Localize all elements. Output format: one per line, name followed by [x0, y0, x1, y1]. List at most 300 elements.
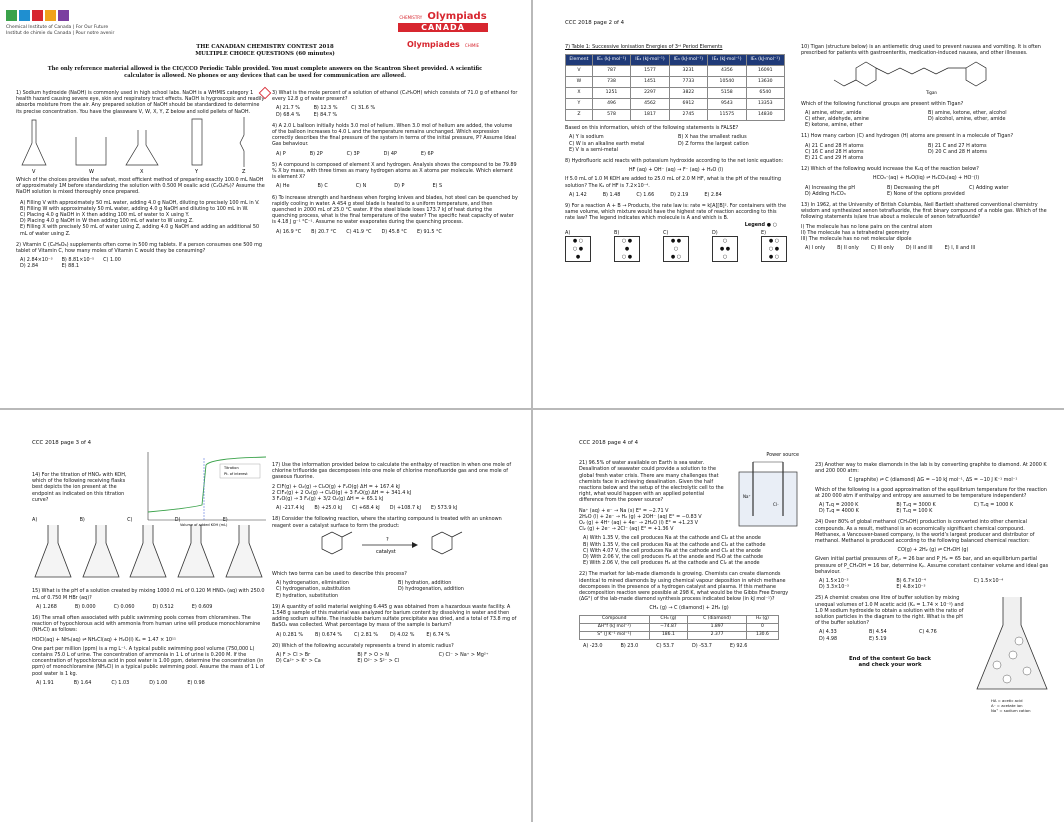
q22-option-c[interactable]: C) 53.7: [656, 642, 674, 649]
q6-text: 6) To increase strength and hardness when forging knives and blades, hot steel can be quenched by rapidly cooling in water. A 454 g steel blade is heated to a uniform temperature, and then quenched in 2000 mL of 25.0 °C water. If the steel blade loses 173.7 kJ of heat during the quenching process, what is the final temperature of the water? The specific heat capacity of water is 4.18 J g⁻¹ °C⁻¹. Assume no water evaporates during the quenching process.: [272, 194, 518, 226]
ion-value-cell: 16091: [746, 66, 784, 77]
thermo-r1-3: 0: [746, 623, 778, 631]
ion-value-cell: 10540: [708, 77, 746, 88]
question-9: [565, 203, 787, 262]
thermo-h-0: Compound: [580, 615, 650, 623]
q1-option-a[interactable]: A) Filling V with approximately 50 mL water, adding 4.0 g NaOH, diluting to precisely 100 mL in V.: [20, 199, 260, 206]
q19-option-e[interactable]: E) 6.74 %: [426, 631, 450, 638]
q14-d-label: D): [174, 517, 181, 524]
ion-th-5: IE₅ (kJ·mol⁻¹): [746, 55, 784, 66]
q19-option-d[interactable]: D) 4.02 %: [390, 631, 415, 638]
logo-olympiades: Olympiades: [406, 40, 460, 49]
q9-option-a[interactable]: [565, 230, 591, 262]
q2-option-b[interactable]: B) 8.81×10⁻⁵: [61, 257, 95, 264]
q11-option-a[interactable]: A) 21 C and 28 H atoms: [805, 142, 864, 149]
q24-option-c[interactable]: C) 1.5×10⁻⁴: [973, 578, 1004, 585]
q13-text: 13) In 1962, at the University of British Columbia, Neil Bartlett shattered conventional chemistry wisdom and synthesized xenon tetrafluoride, the first binary compound of a noble gas. Which of the following statements is/are true about a molecule of xenon tetrafluoride?: [801, 202, 1047, 221]
q17-eq2: 2 ClF₃(g) + 2 O₂(g) → Cl₂O(g) + 3 F₂O(g) ΔH = + 341.4 kJ: [272, 489, 412, 496]
glass-label-y: Y: [195, 168, 199, 175]
q6-option-d[interactable]: D) 45.8 °C: [381, 228, 407, 235]
q24-option-a[interactable]: A) 1.5×10⁻³: [819, 578, 849, 585]
q20-option-a[interactable]: A) F > Cl > Br: [276, 652, 311, 659]
q9-b-label: B): [614, 229, 620, 236]
ion-element-cell: W: [566, 77, 593, 88]
q16-equation: HOCl(aq) + NH₃(aq) ⇌ NH₂Cl(aq) + H₂O(l) Kₑ = 1.47 × 10¹¹: [32, 636, 176, 643]
q8-option-b[interactable]: B) 1.48: [602, 191, 621, 198]
q23-option-a[interactable]: A) Tₑq = 2000 K: [819, 502, 859, 509]
end-line-2: and check your work: [858, 662, 922, 669]
thermo-r1-1: −74.87: [649, 623, 688, 631]
q21-option-b[interactable]: B) With 1.35 V, the cell produces Na at the cathode and Cl₂ at the cathode: [583, 541, 766, 548]
flask-b-icon: [80, 523, 122, 581]
q1-stem: Which of the choices provides the safest, most efficient method of preparing exactly 100.0 mL NaOH of approximately 1M before standardizing the solution with 0.500 M oxalic acid (C₂O₄H₂)? Assume the NaOH solution is mixed thoroughly once prepared.: [16, 177, 265, 196]
q12-option-b[interactable]: B) Decreasing the pH: [887, 184, 940, 191]
contest-instructions: The only reference material allowed is the CIC/CCO Periodic Table provided. You must complete answers on the Scantron Sheet provided. A scientific calculator is allowed. No phones or any devices that can be used for communication are allowed.: [47, 66, 483, 79]
running-head-4: CCC 2018 page 4 of 4: [579, 440, 639, 446]
q8-option-d[interactable]: D) 2.19: [670, 191, 689, 198]
q2-option-d[interactable]: D) 2.84: [20, 263, 39, 270]
question-2: [16, 242, 266, 270]
ion-th-0: Element: [566, 55, 593, 66]
ion-value-cell: 738: [592, 77, 630, 88]
q10-option-b[interactable]: B) amine, ketone, ether, alcohol: [928, 109, 1007, 116]
olympiads-logo: [398, 4, 488, 51]
q21-option-a[interactable]: A) With 1.35 V, the cell produces Na at the cathode and Cl₂ at the anode: [583, 535, 761, 542]
q10-stem: Which of the following functional groups are present within Tigan?: [801, 100, 964, 107]
q10-option-d[interactable]: D) alcohol, amine, ether, amide: [928, 116, 1006, 123]
q2-option-c[interactable]: C) 1.00: [103, 257, 121, 264]
ion-value-cell: 6912: [669, 99, 707, 110]
tigan-label: Tigan: [926, 90, 937, 96]
question-14: [32, 466, 272, 583]
q12-equation: HCO₃⁻(aq) + H₂O(liq) ⇌ H₂CO₃(aq) + HO⁻(l): [872, 175, 980, 182]
q9-option-c[interactable]: [663, 230, 689, 262]
legend-a-icon: ●: [766, 221, 772, 228]
q18-option-b[interactable]: B) hydration, addition: [398, 580, 452, 587]
ion-value-cell: 4562: [631, 99, 669, 110]
q23-option-b[interactable]: B) Tₑq = 3000 K: [896, 502, 936, 509]
q23-equation: C (graphite) ⇌ C (diamond) ΔG = −10 kJ mol⁻¹, ΔS = −10 J K⁻¹ mol⁻¹: [848, 477, 1018, 484]
q3-option-b[interactable]: B) 12.3 %: [313, 105, 338, 112]
ion-value-cell: 496: [592, 99, 630, 110]
q19-text: 19) A quantity of solid material weighing 6.445 g was obtained from a hazardous waste facility. A 1.548 g sample of this material was analyzed for barium content by dissolving in water and then adding sodium sulfate. The insoluble barium sulfate precipitate was dried, and a total of 73.8 mg of BaSO₄ was collected. What percentage by mass of the sample is barium?: [272, 603, 517, 629]
q18-stem: Which two terms can be used to describe this process?: [272, 571, 407, 578]
thermo-h-2: C (diamond): [688, 615, 747, 623]
q10-option-e[interactable]: E) ketone, amine, ether: [805, 122, 863, 129]
cic-text-1: Chemical Institute of Canada | For Our Future: [6, 25, 109, 30]
q11-option-e[interactable]: E) 21 C and 29 H atoms: [805, 155, 864, 162]
q1-text: 1) Sodium hydroxide (NaOH) is commonly used in high school labs. NaOH is a WHMIS category 1 health hazard causing severe eye, skin and respiratory tract effects. NaOH is hygroscopic and readily absorbs moisture from the air. Any prepared solution of NaOH should be standardized to determine its precise concentration. You have the glassware V, W, X, Y, Z below and solid pellets of NaOH.: [16, 90, 265, 115]
question-11: [801, 133, 1051, 161]
q8-option-c[interactable]: C) 1.66: [636, 191, 655, 198]
ion-value-cell: 4356: [708, 66, 746, 77]
question-24: [815, 519, 1051, 590]
cic-logo-icon: [6, 10, 70, 21]
q13-option-a[interactable]: A) I only: [805, 245, 826, 252]
q7-option-a[interactable]: A) Y is sodium: [569, 134, 604, 141]
q25-option-a[interactable]: A) 4.33: [819, 629, 837, 636]
q2-option-a[interactable]: A) 2.84×10⁻³: [20, 257, 53, 264]
q1-option-e[interactable]: E) Filling X with precisely 50 mL of water using Z, adding 4.0 g NaOH and adding an additional 50 mL of water using Z.: [20, 224, 260, 237]
q18-option-a[interactable]: A) hydrogenation, elimination: [276, 580, 349, 587]
buffer-legend: [991, 699, 1031, 713]
question-17: [272, 462, 520, 511]
q12-option-a[interactable]: A) Increasing the pH: [805, 184, 855, 191]
q3-option-c[interactable]: C) 31.6 %: [351, 105, 376, 112]
q10-option-c[interactable]: C) ether, aldehyde, amine: [805, 116, 869, 123]
ion-table-row: [566, 88, 785, 99]
q10-text: 10) Tigan (structure below) is an antiemetic drug used to prevent nausea and vomiting. It is often prescribed for patients with gastroenteritis, medication-induced nausea, and other illnesses.: [801, 44, 1041, 57]
q24-option-e[interactable]: E) 4.8×10⁻³: [896, 584, 926, 591]
ion-table-row: [566, 99, 785, 110]
q15-option-e[interactable]: E) 0.609: [191, 603, 213, 610]
question-19: [272, 604, 520, 638]
q9-c-box: ● ● ○ ● ○: [663, 236, 689, 262]
q12-option-d[interactable]: D) Adding H₂CO₃: [805, 190, 846, 197]
question-4: [272, 123, 518, 157]
question-25: [815, 595, 1051, 713]
q21-text: 21) 96.5% of water available on Earth is sea water. Desalination of seawater could provide a solution to the global fresh water crisis. There are many challenges that chemists face in achieving desalination. Given the half reactions below and the setup of the electrolytic cell to the right, what would happen with an applied potential difference from the power source?: [579, 460, 724, 504]
q17-eq3: 3 F₂O(g) → 3 F₂(g) + 3/2 O₂(g) ΔH = + 65.1 kJ: [272, 496, 384, 503]
q8-option-e[interactable]: E) 2.84: [704, 191, 722, 198]
ion-value-cell: 2745: [669, 110, 707, 121]
q20-option-e[interactable]: E) O²⁻ > S²⁻ > Cl: [357, 658, 400, 665]
glass-label-x: X: [140, 168, 144, 175]
q18-option-d[interactable]: D) hydrogenation, addition: [398, 586, 464, 593]
running-head-2: CCC 2018 page 2 of 4: [565, 20, 625, 26]
q4-option-a[interactable]: A) P: [276, 150, 286, 157]
q9-a-label: A): [565, 229, 571, 236]
q14-option-b[interactable]: [80, 517, 128, 583]
ion-value-cell: 2297: [631, 88, 669, 99]
q15-option-a[interactable]: A) 1.268: [36, 603, 57, 610]
end-line-1: End of the contest Go back: [848, 655, 932, 662]
titration-curve-icon: [140, 450, 270, 528]
q9-option-d[interactable]: [712, 230, 738, 262]
thermo-r2-2: 2.377: [688, 631, 747, 639]
thermo-r2-3: 130.6: [746, 631, 778, 639]
q1-option-c[interactable]: C) Placing 4.0 g NaOH in X then adding 100 mL of water to X using Y.: [20, 212, 190, 219]
q14-e-label: E): [222, 517, 228, 524]
q17-option-d[interactable]: D) +108.7 kJ: [389, 505, 421, 512]
q5-option-d[interactable]: D) P: [394, 183, 405, 190]
ion-value-cell: 1251: [592, 88, 630, 99]
q25-text: 25) A chemist creates one litre of buffer solution by mixing unequal volumes of 1.0 M acetic acid (Kₐ = 1.74 × 10⁻⁵) and 1.0 M sodium hydroxide to obtain a solution with the ratio of solution particles in the diagram to the right. What is the pH of the buffer solution?: [815, 595, 964, 627]
q8-text: 8) Hydrofluoric acid reacts with potassium hydroxide according to the net ionic equation:: [565, 158, 784, 165]
q24-stem: Given initial partial pressures of P꜀ₒ = 26 bar and P_H₂ = 65 bar, and an equilibrium partial pressure of P_CH₃OH = 16 bar, determine Kₚ. Assume constant container volume and ideal gas behaviour.: [815, 556, 1049, 575]
q7-option-c[interactable]: C) W is an alkaline earth metal: [569, 140, 645, 147]
q24-equation: CO(g) + 2H₂ (g) ⇌ CH₃OH (g): [897, 547, 969, 554]
reagent-label: ?: [386, 536, 389, 543]
q24-option-b[interactable]: B) 6.7×10⁻⁴: [896, 578, 926, 585]
q16-option-b[interactable]: B) 1.64: [73, 679, 92, 686]
q15-text: 15) What is the pH of a solution created by mixing 1000.0 mL of 0.120 M HNO₃ (aq) with 250.0 mL of 0.750 M HBr (aq)?: [32, 588, 265, 601]
q20-option-c[interactable]: C) Cl⁻ > Na⁺ > Mg²⁺: [438, 652, 489, 659]
q12-text: 12) Which of the following would increase the Kₑq of the reaction below?: [801, 166, 979, 173]
q9-e-box: ● ○ ○ ● ● ○: [761, 236, 787, 262]
q16-option-a[interactable]: A) 1.91: [36, 679, 54, 686]
q18-option-e[interactable]: E) hydration, substitution: [276, 592, 339, 599]
q13-statement-3: III) The molecule has no net molecular dipole: [801, 236, 912, 243]
question-21: [579, 460, 799, 566]
ion-value-cell: 1817: [631, 110, 669, 121]
q7-option-e[interactable]: E) V is a semi-metal: [569, 146, 618, 153]
hazard-icon: [258, 86, 272, 100]
question-20: [272, 643, 520, 665]
flask-c-icon: [127, 523, 169, 581]
q5-option-a[interactable]: A) He: [276, 183, 290, 190]
q23-option-d[interactable]: D) Tₑq = 4000 K: [819, 508, 859, 515]
buffer-legend-1: HA = acetic acid: [991, 698, 1023, 704]
q19-option-b[interactable]: B) 0.674 %: [315, 631, 343, 638]
q24-text: 24) Over 80% of global methanol (CH₃OH) production is converted into other chemical compounds. As a result, methanol is an economically significant chemical compound. Methanex, a Vancouver-based company, is the world’s largest producer and distributor of methanol. Methanol is produced according to the following balanced chemical reaction:: [815, 519, 1035, 545]
q20-option-b[interactable]: B) F > O > N: [357, 652, 389, 659]
q7-text: 7) Table 1: Successive Ionisation Energies of 3ʳᵈ Period Elements: [565, 44, 723, 50]
svg-text:Na⁺: Na⁺: [743, 494, 751, 500]
q16-option-d[interactable]: D) 1.00: [149, 679, 168, 686]
graph-legend-2: Pt. of interest: [224, 472, 248, 476]
q24-option-d[interactable]: D) 3.3×10⁻³: [819, 584, 849, 591]
thermo-r2-1: 186.1: [649, 631, 688, 639]
question-8: [565, 158, 787, 198]
flask-e-icon: [223, 523, 265, 581]
power-source-label: Power source: [766, 452, 799, 458]
logo-olympiads: Olympiads: [427, 11, 487, 22]
question-12: [801, 166, 1051, 197]
q21-option-c[interactable]: C) With 4.07 V, the cell produces Na at the cathode and Cl₂ at the anode: [583, 547, 761, 554]
q22-option-b[interactable]: B) 23.0: [620, 642, 639, 649]
q22-option-a[interactable]: A) -23.0: [583, 642, 603, 649]
q4-option-b[interactable]: B) 2P: [309, 150, 323, 157]
q4-option-e[interactable]: E) 6P: [420, 150, 434, 157]
q4-text: 4) A 2.0 L balloon initially holds 3.0 mol of helium. When 3.0 mol of helium are added, the volume of the balloon increases to 4.0 L and the temperature remains unchanged. Which expression correctly describes the final pressure of the system in terms of the initial pressure, P? Assume Ideal Gas behaviour.: [272, 122, 516, 148]
q13-option-c[interactable]: C) III only: [870, 245, 894, 252]
q6-option-e[interactable]: E) 91.5 °C: [416, 228, 442, 235]
ion-value-cell: 1577: [631, 66, 669, 77]
question-23: [815, 462, 1051, 514]
logo-canada: CANADA: [398, 23, 488, 32]
buffer-legend-2: A⁻ = acetate ion: [991, 703, 1023, 709]
question-6: [272, 195, 518, 235]
page-2: [533, 0, 1064, 408]
contest-title: THE CANADIAN CHEMISTRY CONTEST 2018: [196, 44, 334, 50]
q1-option-d[interactable]: D) Placing 4.0 g NaOH in W then adding 100 mL of water to W using Z.: [20, 218, 194, 225]
q23-option-e[interactable]: E) Tₑq = 100 K: [896, 508, 933, 515]
q5-text: 5) A compound is composed of element X and hydrogen. Analysis shows the compound to be 79.89 % X by mass, with three times as many hydrogen atoms as X atoms per molecule. Which element is element X?: [272, 161, 517, 181]
q4-option-d[interactable]: D) 4P: [383, 150, 397, 157]
q11-option-c[interactable]: C) 16 C and 28 H atoms: [805, 148, 864, 155]
q6-option-c[interactable]: C) 41.9 °C: [346, 228, 372, 235]
q5-option-b[interactable]: B) C: [317, 183, 328, 190]
q9-c-label: C): [663, 229, 669, 236]
thermo-h-1: CH₄ (g): [649, 615, 688, 623]
question-1: [16, 90, 266, 237]
cic-logo: [6, 6, 114, 36]
question-3: [272, 90, 518, 118]
q17-option-a[interactable]: A) -217.4 kJ: [276, 505, 305, 512]
q25-option-c[interactable]: C) 4.76: [919, 629, 937, 636]
q17-option-e[interactable]: E) 573.9 kJ: [430, 505, 458, 512]
q9-text: 9) For a reaction A + B → Products, the rate law is: rate = k[A][B]². For containers with the same volume, which mixture would have the highest rate of reaction according to this rate law? The legend indicates which molecule is A and which is B.: [565, 203, 787, 222]
q15-option-b[interactable]: B) 0.000: [74, 603, 96, 610]
q3-text: 3) What is the mole percent of a solution of ethanol (C₂H₅OH) which consists of 71.0 g of ethanol for every 12.8 g of water present?: [272, 90, 518, 103]
q21-option-e[interactable]: E) With 2.06 V, the cell produces H₂ at the cathode and Cl₂ at the anode: [583, 560, 760, 567]
q19-option-c[interactable]: C) 2.81 %: [354, 631, 379, 638]
q22-text: 22) The market for lab-made diamonds is growing. Chemists can create diamonds identical to mined diamonds by using chemical vapour deposition in which methane decomposes in the presence of a hydrogen catalyst and plasma. If this methane decomposition reaction were possible at 298 K, what would be the Gibbs Free Energy (ΔG°) of the lab-made diamond synthesis process indicated below (in kJ mol⁻¹)?: [579, 571, 789, 603]
q9-option-e[interactable]: [761, 230, 787, 262]
q14-option-a[interactable]: [32, 517, 80, 583]
ion-value-cell: 578: [592, 110, 630, 121]
q7-option-d[interactable]: D) Z forms the largest cation: [678, 140, 749, 147]
q2-text: 2) Vitamin C (C₆H₈O₆) supplements often come in 500 mg tablets. If a person consumes one 500 mg tablet of Vitamin C, how many moles of Vitamin C would they be consuming?: [16, 241, 262, 255]
q16-text: 16) The small often associated with public swimming pools comes from chloramines. The reaction of hypochlorous acid with ammonia from human urine will produce monochloramine (NH₂Cl) as follows:: [32, 615, 261, 634]
buffer-legend-3: Na⁺ = sodium cation: [991, 707, 1031, 713]
q21-option-d[interactable]: D) With 2.06 V, the cell produces H₂ at the anode and H₂O at the cathode: [583, 554, 763, 561]
ion-element-cell: Y: [566, 99, 593, 110]
thermo-table: [579, 615, 779, 640]
question-10: [801, 44, 1051, 128]
q9-d-label: D): [712, 229, 718, 236]
q13-statement-1: I) The molecule has no lone pairs on the central atom: [801, 223, 933, 230]
q22-option-e[interactable]: E) 92.6: [729, 642, 748, 649]
q3-option-e[interactable]: E) 84.7 %: [313, 111, 338, 118]
question-22: [579, 571, 799, 648]
q25-option-e[interactable]: E) 5.19: [869, 635, 887, 642]
q16-option-e[interactable]: E) 0.98: [187, 679, 205, 686]
ion-table-row: [566, 110, 785, 121]
q6-option-b[interactable]: B) 20.7 °C: [311, 228, 337, 235]
q19-option-a[interactable]: A) 0.281 %: [276, 631, 304, 638]
ion-element-cell: X: [566, 88, 593, 99]
q5-option-c[interactable]: C) N: [355, 183, 367, 190]
question-5: [272, 162, 518, 190]
question-18: [272, 516, 520, 598]
electrolytic-cell-icon: [735, 458, 801, 530]
ionisation-table-body: [566, 66, 785, 121]
q13-option-e[interactable]: E) I, II and III: [944, 245, 976, 252]
q13-option-d[interactable]: D) II and III: [905, 245, 933, 252]
q7-option-b[interactable]: B) X has the smallest radius: [678, 134, 747, 141]
ion-value-cell: 11575: [708, 110, 746, 121]
ion-value-cell: 13353: [746, 99, 784, 110]
q5-option-e[interactable]: E) S: [432, 183, 443, 190]
contest-subtitle: MULTIPLE CHOICE QUESTIONS (60 minutes): [195, 51, 335, 57]
q21-half-1: Na⁺ (aq) + e⁻ → Na (s) E° = −2.71 V: [579, 507, 669, 514]
q16-option-c[interactable]: C) 1.03: [111, 679, 130, 686]
ion-th-2: IE₂ (kJ·mol⁻¹): [631, 55, 669, 66]
q2-option-e[interactable]: E) 88.1: [61, 263, 80, 270]
page-3: [0, 410, 531, 822]
q4-option-c[interactable]: C) 3P: [346, 150, 360, 157]
q22-equation: CH₄ (g) → C (diamond) + 2H₂ (g): [649, 605, 729, 612]
q10-option-a[interactable]: A) amine, ether, amide: [805, 109, 862, 116]
ion-element-cell: Z: [566, 110, 593, 121]
glass-label-w: W: [89, 168, 94, 175]
q9-b-box: ○ ● ● ○ ●: [614, 236, 640, 262]
glass-label-z: Z: [242, 168, 246, 175]
q18-option-c[interactable]: C) hydrogenation, substitution: [276, 586, 351, 593]
q11-option-b[interactable]: B) 21 C and 27 H atoms: [928, 142, 987, 149]
q16-stem: One part per million (ppm) is a mg L⁻¹. A typical public swimming pool volume (750,000 L) contains 75.0 L of urine. The concentration of ammonia in 1 L of urine is 0.200 M. If the concentration of hypochlorous acid in pool water is 1.00 ppm, determine the concentration (in ppm) of monochloramine (NH₂Cl) in a typical public swimming pool. Assume the mass of 1 L of pool water is 1 kg.: [32, 645, 265, 677]
ion-element-cell: V: [566, 66, 593, 77]
q3-option-a[interactable]: A) 21.7 %: [276, 105, 300, 112]
q23-text: 23) Another way to make diamonds in the lab is by converting graphite to diamond. At 2000 K and 200 000 atm:: [815, 462, 1047, 475]
q1-option-b[interactable]: B) Filling W with approximately 50 mL water, adding 4.0 g NaOH and diluting to 100 mL in W.: [20, 205, 249, 212]
q18-text: 18) Consider the following reaction, where the starting compound is treated with an unknown reagent over a catalyst surface to form the product:: [272, 516, 502, 529]
q11-option-d[interactable]: D) 20 C and 28 H atoms: [928, 148, 987, 155]
thermo-r1-2: 1.897: [688, 623, 747, 631]
ion-value-cell: 3822: [669, 88, 707, 99]
q25-option-b[interactable]: B) 4.54: [869, 629, 887, 636]
q3-option-d[interactable]: D) 68.4 %: [276, 111, 301, 118]
q17-option-c[interactable]: C) +68.4 kJ: [352, 505, 380, 512]
q12-option-e[interactable]: E) None of the options provided: [887, 190, 965, 197]
page-1: [0, 0, 531, 408]
q14-a-label: A): [32, 517, 38, 524]
graph-legend-1: Titration: [224, 466, 239, 470]
q25-option-d[interactable]: D) 4.98: [819, 635, 838, 642]
q21-half-2: 2H₂O (l) + 2e⁻ → H₂ (g) + 2OH⁻ (aq) E° = −0.83 V: [579, 513, 702, 520]
ion-value-cell: 1451: [631, 77, 669, 88]
thermo-r1-0: ΔH°f (kJ mol⁻¹): [580, 623, 650, 631]
q17-eq1: 2 ClF(g) + O₂(g) → Cl₂O(g) + F₂O(g) ΔH = + 167.4 kJ: [272, 483, 400, 490]
flask-d-icon: [175, 523, 217, 581]
logo-chemistry: CHEMISTRY: [399, 15, 423, 20]
q15-option-c[interactable]: C) 0.060: [113, 603, 135, 610]
q9-option-b[interactable]: [614, 230, 640, 262]
q11-text: 11) How many carbon (C) and hydrogen (H) atoms are present in a molecule of Tigan?: [801, 133, 1014, 140]
q13-statement-2: II) The molecule has a tetrahedral geometry: [801, 229, 910, 236]
q20-option-d[interactable]: D) Ca²⁺ > K⁺ > Ca: [276, 658, 321, 665]
q8-equation: HF (aq) + OH⁻ (aq) → F⁻ (aq) + H₂O (l): [628, 167, 724, 174]
question-15: [32, 588, 272, 610]
end-of-contest: [815, 656, 965, 668]
q23-option-c[interactable]: C) Tₑq = 1000 K: [973, 502, 1014, 509]
q20-text: 20) Which of the following accurately represents a trend in atomic radius?: [272, 642, 454, 649]
q6-option-a[interactable]: A) 16.9 °C: [276, 228, 302, 235]
q13-option-b[interactable]: B) II only: [837, 245, 859, 252]
ion-value-cell: 787: [592, 66, 630, 77]
cic-text-2: Institut de chimie du Canada | Pour notre avenir: [6, 30, 115, 36]
q9-d-box: ○ ● ● ○: [712, 236, 738, 262]
glass-label-v: V: [32, 168, 36, 175]
q22-option-d[interactable]: D) -53.7: [691, 642, 712, 649]
ion-value-cell: 14830: [746, 110, 784, 121]
ion-value-cell: 6540: [746, 88, 784, 99]
q7-stem: Based on this information, which of the following statements is FALSE?: [565, 125, 739, 132]
ion-value-cell: 5158: [708, 88, 746, 99]
ionisation-table: [565, 54, 785, 121]
thermo-h-3: H₂ (g): [746, 615, 778, 623]
ion-table-row: [566, 77, 785, 88]
q9-a-box: ● ○ ○ ● ●: [565, 236, 591, 262]
q21-half-3: O₂ (g) + 4H⁺ (aq) + 4e⁻ → 2H₂O (l) E° = +1.23 V: [579, 520, 698, 527]
q12-option-c[interactable]: C) Adding water: [969, 184, 1009, 191]
q17-text: 17) Use the information provided below to calculate the enthalpy of reaction in when one mole of chlorine trifluoride gas decomposes into one mole of chlorine monofluoride gas and one mole of gaseous fluorine.: [272, 462, 512, 481]
q15-option-d[interactable]: D) 0.512: [152, 603, 174, 610]
glassware-diagram: [16, 115, 266, 175]
q9-e-label: E): [761, 229, 766, 236]
q17-option-b[interactable]: B) +25.0 kJ: [314, 505, 343, 512]
thermo-r2-0: S° (J K⁻¹ mol⁻¹): [580, 631, 650, 639]
ion-value-cell: 13630: [746, 77, 784, 88]
q14-b-label: B): [79, 517, 85, 524]
ion-value-cell: 3231: [669, 66, 707, 77]
q8-option-a[interactable]: A) 1.42: [569, 191, 587, 198]
q8-stem: If 5.0 mL of 1.0 M KOH are added to 25.0 mL of 2.0 M HF, what is the pH of the resulting solution? The Kₐ of HF is 7.2×10⁻⁴.: [565, 176, 781, 189]
question-7: [565, 44, 787, 153]
ion-th-4: IE₄ (kJ·mol⁻¹): [708, 55, 746, 66]
